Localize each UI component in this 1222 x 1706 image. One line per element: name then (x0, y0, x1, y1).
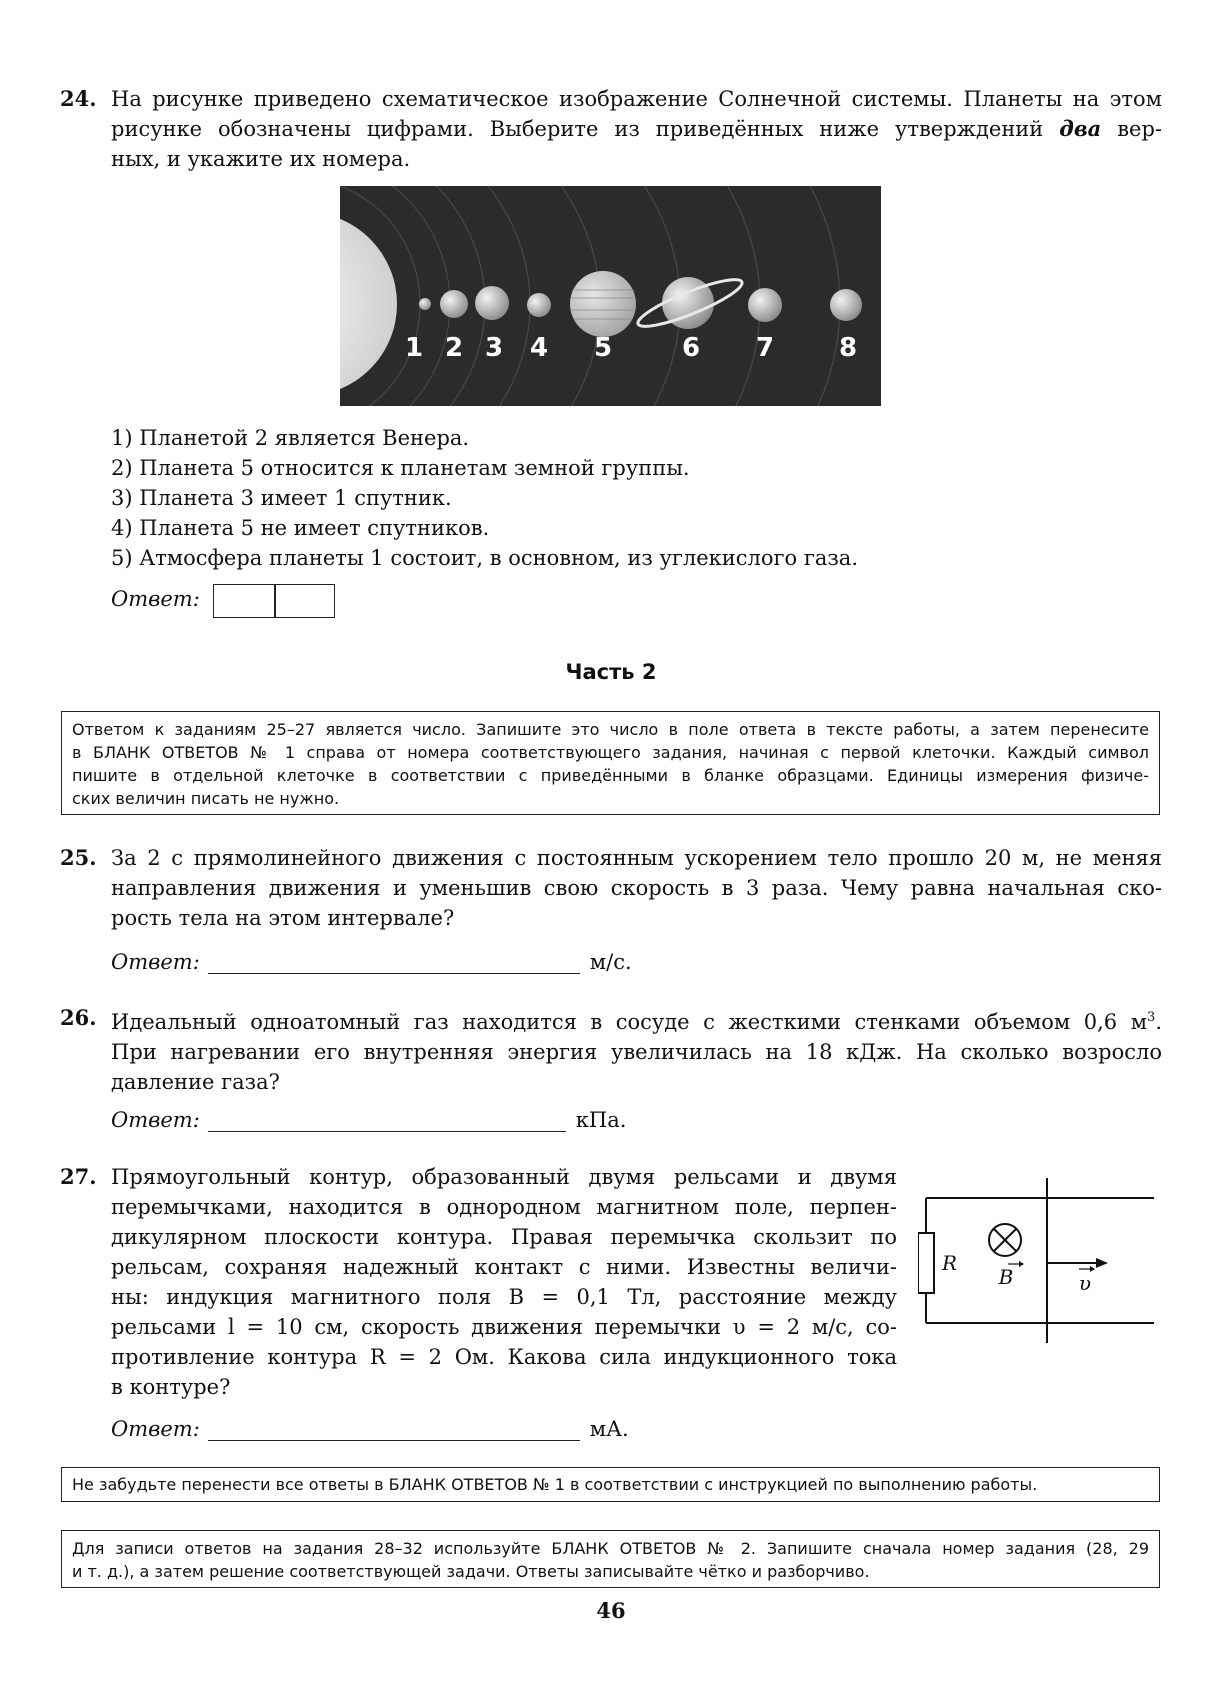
page-number: 46 (596, 1598, 626, 1623)
instruction-box (61, 711, 1160, 815)
planet-7 (748, 288, 782, 322)
task-text-line: рельсам, сохраняя надежный контакт с ними. Известны величи- (111, 1255, 897, 1279)
answer-label: Ответ: (111, 950, 200, 974)
reminder-text: Не забудьте перенести все ответы в БЛАНК ОТВЕТОВ № 1 в соответствии с инструкцией по выполнению работы. (72, 1475, 1038, 1494)
planet-label: 2 (444, 333, 464, 363)
planet-8 (830, 289, 862, 321)
planet-1 (419, 298, 431, 310)
planet-2 (440, 290, 468, 318)
answer-row (111, 950, 632, 974)
task-text-line: направления движения и уменьшив свою скорость в 3 раза. Чему равна начальная ско- (111, 876, 1162, 900)
instruction-line: пишите в отдельной клеточке в соответствии с приведёнными в бланке образцами. Единицы измерения физиче- (72, 766, 1149, 785)
answer-unit: мА. (589, 1417, 629, 1441)
task-text-line: дикулярном плоскости контура. Правая перемычка скользит по (111, 1225, 897, 1249)
solar-system-figure (340, 186, 881, 406)
field-label: B (998, 1265, 1014, 1289)
task-text-line: рисунке обозначены цифрами. Выберите из приведённых ниже утверждений два вер- (111, 116, 1162, 141)
task-text-line: противление контура R = 2 Ом. Какова сила индукционного тока (111, 1345, 897, 1369)
answer-label: Ответ: (111, 1108, 200, 1132)
answer-row (111, 1417, 629, 1441)
task-number: 25. (60, 845, 97, 870)
resistor-label: R (942, 1251, 958, 1275)
planet-4 (527, 293, 551, 317)
answer-unit: кПа. (575, 1108, 627, 1132)
task-text-line: ны: индукция магнитного поля B = 0,1 Тл, расстояние между (111, 1285, 897, 1309)
task-text-line: в контуре? (111, 1375, 231, 1399)
planet-label: 1 (404, 333, 424, 363)
task-24-options (111, 423, 858, 573)
form2-note-box (61, 1530, 1160, 1588)
option-item: 2) Планета 5 относится к планетам земной группы. (111, 456, 690, 480)
planet-label: 7 (755, 333, 775, 363)
note-line: и т. д.), а затем решение соответствующей задачи. Ответы записывайте чётко и разборчиво. (72, 1562, 870, 1581)
instruction-line: в БЛАНК ОТВЕТОВ № 1 справа от номера соответствующего задания, начиная с первой клеточки. Каждый символ (72, 743, 1149, 762)
task-26 (60, 1003, 1162, 1097)
answer-field[interactable] (208, 1109, 566, 1132)
task-text-line: рость тела на этом интервале? (111, 906, 455, 930)
circuit-diagram (918, 1178, 1156, 1348)
task-text-line: давление газа? (111, 1070, 280, 1094)
task-text-line: На рисунке приведено схематическое изображение Солнечной системы. Планеты на этом (111, 87, 1162, 111)
answer-cells[interactable] (213, 584, 335, 618)
emphasis-word: два (1059, 116, 1102, 141)
option-item: 5) Атмосфера планеты 1 состоит, в основном, из углекислого газа. (111, 546, 859, 570)
task-27 (60, 1162, 897, 1402)
velocity-label: υ (1078, 1271, 1092, 1295)
planet-label: 3 (484, 333, 504, 363)
task-24 (60, 84, 1162, 174)
answer-label: Ответ: (111, 587, 200, 611)
planet-3 (475, 286, 509, 320)
planet-label: 5 (593, 333, 613, 363)
task-text-line: Идеальный одноатомный газ находится в сосуде с жесткими стенками объемом 0,6 $м^3$. (111, 1010, 1162, 1034)
task-text-line: ных, и укажите их номера. (111, 147, 411, 171)
task-text-line: За 2 с прямолинейного движения с постоянным ускорением тело прошло 20 м, не меняя (111, 846, 1162, 870)
resistor-symbol (918, 1233, 934, 1293)
task-text-line: рельсами l = 10 см, скорость движения перемычки υ = 2 м/с, со- (111, 1315, 897, 1339)
velocity-arrow-icon (1096, 1258, 1108, 1268)
answer-row (111, 1108, 626, 1132)
task-number: 24. (60, 86, 97, 111)
option-item: 3) Планета 3 имеет 1 спутник. (111, 486, 452, 510)
note-line: Для записи ответов на задания 28–32 используйте БЛАНК ОТВЕТОВ № 2. Запишите сначала номер задания (28, 29 (72, 1539, 1149, 1558)
answer-label: Ответ: (111, 1417, 200, 1441)
option-item: 1) Планетой 2 является Венера. (111, 426, 470, 450)
task-text-line: При нагревании его внутренняя энергия увеличилась на 18 кДж. На сколько возросло (111, 1040, 1162, 1064)
planet-label: 8 (838, 333, 858, 363)
task-number: 26. (60, 1005, 97, 1030)
answer-field[interactable] (208, 1418, 580, 1441)
instruction-line: Ответом к заданиям 25–27 является число. Запишите это число в поле ответа в тексте работы, а затем перенесите (72, 720, 1149, 739)
task-number: 27. (60, 1164, 97, 1189)
reminder-box (61, 1467, 1160, 1502)
answer-unit: м/с. (589, 950, 632, 974)
planet-label: 6 (681, 333, 701, 363)
planet-5 (570, 271, 636, 337)
task-25 (60, 843, 1162, 933)
answer-field[interactable] (208, 951, 580, 974)
option-item: 4) Планета 5 не имеет спутников. (111, 516, 490, 540)
task-text-line: Прямоугольный контур, образованный двумя рельсами и двумя (111, 1165, 897, 1189)
task-text-line: перемычками, находится в однородном магнитном поле, перпен- (111, 1195, 897, 1219)
part-heading: Часть 2 (565, 660, 657, 684)
planet-label: 4 (529, 333, 549, 363)
instruction-line: ских величин писать не нужно. (72, 789, 340, 808)
